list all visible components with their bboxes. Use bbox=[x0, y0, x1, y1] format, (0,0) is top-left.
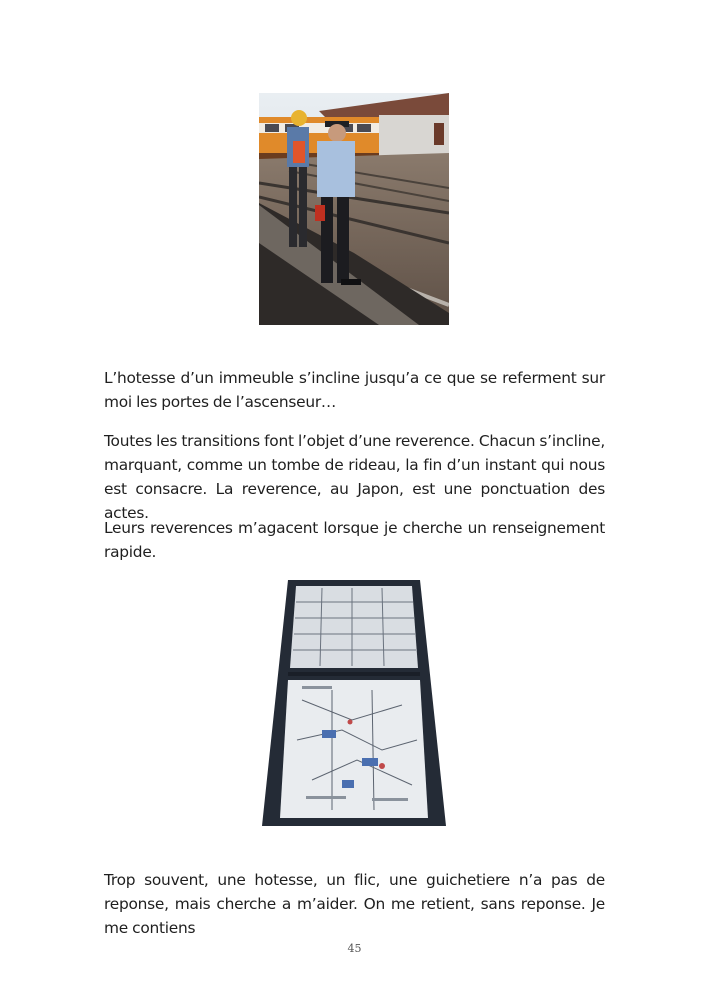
railway-platform-image bbox=[259, 93, 449, 325]
railway-platform-photo bbox=[259, 93, 449, 325]
timetable-board-photo bbox=[262, 580, 446, 826]
paragraph-2: Toutes les transitions font l’objet d’une reverence. Chacun s’incline, marquant, comme un tombe de rideau, la fin d’un instant qui nous est consacre. La reverence, au Japon, est une ponctuation des actes. bbox=[104, 432, 605, 522]
paragraph-1: L’hotesse d’un immeuble s’incline jusqu’a ce que se referment sur moi les portes de l’ascenseur… bbox=[104, 369, 605, 411]
paragraph-4: Trop souvent, une hotesse, un flic, une guichetiere n’a pas de reponse, mais cherche a m’aider. On me retient, sans reponse. Je me contiens bbox=[104, 871, 605, 937]
page-number: 45 bbox=[347, 942, 362, 955]
paragraph-3: Leurs reverences m’agacent lorsque je cherche un renseignement rapide. bbox=[104, 519, 605, 561]
timetable-board-image bbox=[262, 580, 446, 826]
